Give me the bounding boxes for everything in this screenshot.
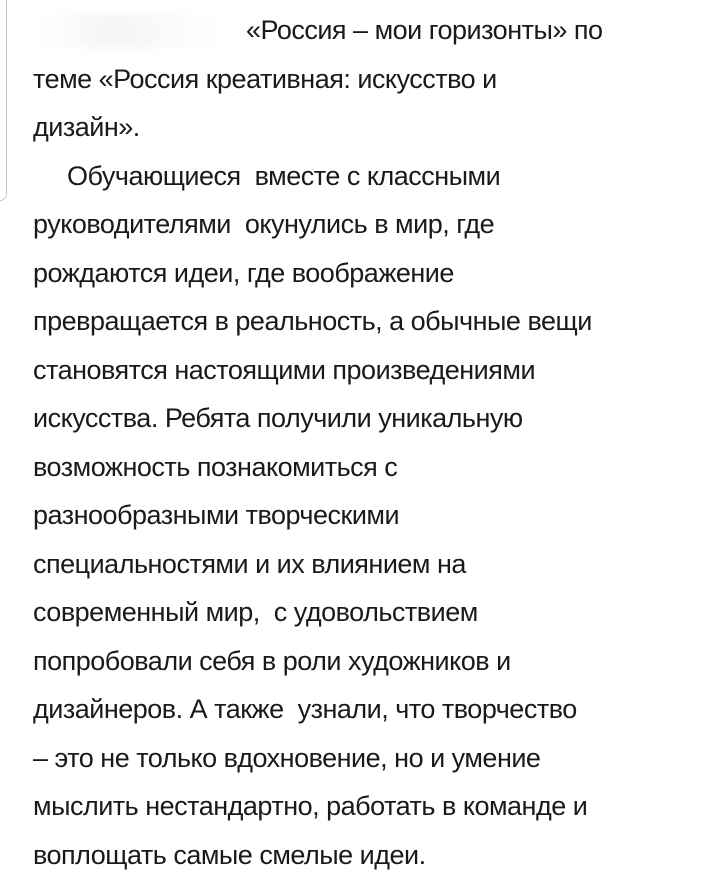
text-line: рождаются идеи, где воображение xyxy=(33,249,709,298)
text-line: попробовали себя в роли художников и xyxy=(33,637,709,686)
text-line: мыслить нестандартно, работать в команде и xyxy=(33,782,709,831)
text-line: становятся настоящими произведениями xyxy=(33,346,709,395)
text-line: возможность познакомиться с xyxy=(33,443,709,492)
text-line: – это не только вдохновение, но и умение xyxy=(33,734,709,783)
text-line: искусства. Ребята получили уникальную xyxy=(33,394,709,443)
text-line: дизайн». xyxy=(33,103,709,152)
text-line: разнообразными творческими xyxy=(33,491,709,540)
text-line: руководителями окунулись в мир, где xyxy=(33,200,709,249)
page-edge-marker xyxy=(0,0,7,201)
paragraph-start-line: Обучающиеся вместе с классными xyxy=(33,152,709,201)
text-line: теме «Россия креативная: искусство и xyxy=(33,55,709,104)
text-line: дизайнеров. А также узнали, что творчество xyxy=(33,685,709,734)
text-line: воплощать самые смелые идеи. xyxy=(33,831,709,879)
text-line: современный мир, с удовольствием xyxy=(33,588,709,637)
text-line: «Россия – мои горизонты» по xyxy=(33,6,709,55)
text-line: специальностями и их влиянием на xyxy=(33,540,709,589)
document-body xyxy=(33,6,709,879)
text-line: превращается в реальность, а обычные вещи xyxy=(33,297,709,346)
